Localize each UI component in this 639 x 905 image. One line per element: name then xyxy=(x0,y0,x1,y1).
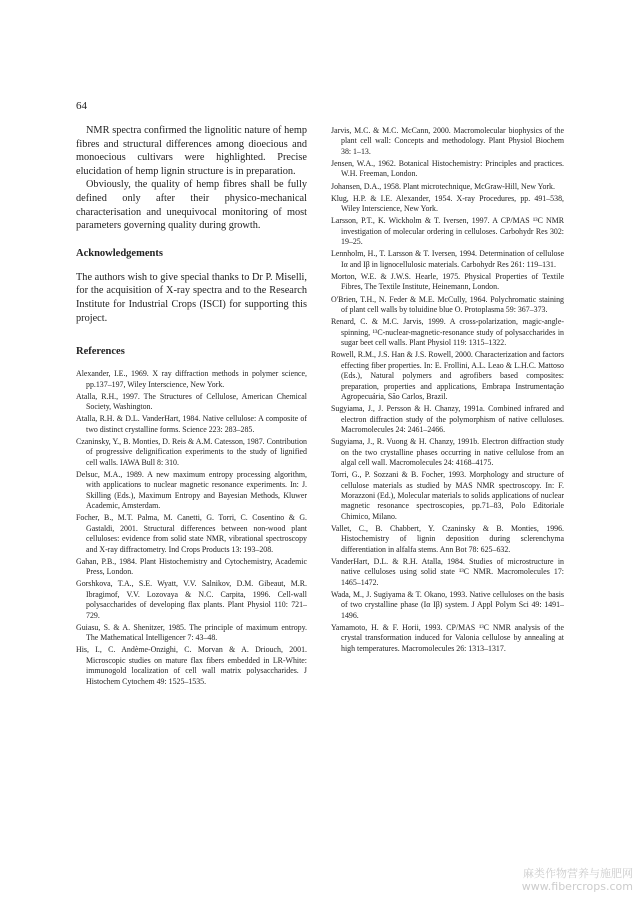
reference-item: Jarvis, M.C. & M.C. McCann, 2000. Macromolecular biophysics of the plant cell wall: Concepts and methodology. Plant Physiol Biochem 38: 1–13. xyxy=(331,126,564,156)
reference-item: Yamamoto, H. & F. Horii, 1993. CP/MAS ¹³C NMR analysis of the crystal transformation induced for Valonia cellulose by annealing at high temperatures. Macromolecules 26: 1313–1317. xyxy=(331,623,564,653)
watermark-cn: 麻类作物营养与施肥网 xyxy=(523,867,633,880)
reference-item: Lennholm, H., T. Larsson & T. Iversen, 1994. Determination of cellulose Iα and Iβ in lignocellulosic materials. Carbohydr Res 261: 119–131. xyxy=(331,249,564,269)
body-paragraph: Obviously, the quality of hemp fibres shall be fully defined only after their physico-mechanical characterisation and unequivocal monitoring of most parameters governing quality during growth. xyxy=(76,179,307,232)
reference-item: Vallet, C., B. Chabbert, Y. Czaninsky & B. Monties, 1996. Histochemistry of lignin deposition during sclerenchyma differentiation in alfalfa stems. Ann Bot 78: 625–632. xyxy=(331,523,564,554)
watermark-url: www.fibercrops.com xyxy=(521,880,633,893)
acknowledgements-text: The authors wish to give special thanks to Dr P. Miselli, for the acquisition of X-ray spectra and to the Research Institute for Industrial Crops (ISCI) for supporting this project. xyxy=(76,271,307,324)
reference-item: Torri, G., P. Sozzani & B. Focher, 1993. Morphology and structure of cellulose materials as studied by MAS NMR spectroscopy. In: F. Morazzoni (Ed.), Molecular materials to solids applications of nuclear magnetic resonance spectroscopies, pp.71–83, Polo Editoriale Chimico, Milano. xyxy=(331,470,564,521)
reference-item: Morton, W.E. & J.W.S. Hearle, 1975. Physical Properties of Textile Fibres, The Textile Institute, Heinemann, London. xyxy=(331,272,564,292)
reference-list-right xyxy=(331,126,564,654)
page-number: 64 xyxy=(76,100,87,112)
references-heading: References xyxy=(76,346,125,358)
reference-item: Focher, B., M.T. Palma, M. Canetti, G. Torri, C. Cosentino & G. Gastaldi, 2001. Structural differences between non-wood plant celluloses: evidence from solid state NMR, vibrational spectroscopy and X-ray diffractometry. Ind Crops Products 13: 193–208. xyxy=(76,513,307,554)
reference-item: Atalla, R.H. & D.L. VanderHart, 1984. Native cellulose: A composite of two distinct crystalline forms. Science 223: 283–285. xyxy=(76,414,307,434)
reference-item: Atalla, R.H., 1997. The Structures of Cellulose, American Chemical Society, Washington. xyxy=(76,391,307,412)
body-paragraph: NMR spectra confirmed the lignolitic nature of hemp fibres and structural differences among dioecious and monoecious cultivars were highlighted. Precise elucidation of hemp lignin structure is in preparation. xyxy=(76,125,307,177)
site-watermark xyxy=(522,867,633,893)
reference-item: Sugyiama, J., J. Persson & H. Chanzy, 1991a. Combined infrared and electron diffraction study of the polymorphism of native celluloses. Macromolecules 24: 2461–2466. xyxy=(331,404,564,434)
reference-item: Sugyiama, J., R. Vuong & H. Chanzy, 1991b. Electron diffraction study on the two crystalline phases occurring in native cellulose from an algal cell wall. Macromolecules 24: 4168–4175. xyxy=(331,437,564,467)
reference-item: O'Brien, T.H., N. Feder & M.E. McCully, 1964. Polychromatic staining of plant cell walls by toluidine blue O. Protoplasma 59: 367–373. xyxy=(331,294,564,315)
reference-item: Johansen, D.A., 1958. Plant microtechnique, McGraw-Hill, New York. xyxy=(331,181,555,191)
reference-item: His, I., C. Andème-Onzighi, C. Morvan & A. Driouch, 2001. Microscopic studies on mature flax fibers embedded in LR-White: immunogold localization of cell wall matrix polysaccharides. J Histochem Cytochem 49: 1525–1535. xyxy=(76,645,307,686)
reference-item: VanderHart, D.L. & R.H. Atalla, 1984. Studies of microstructure in native celluloses using solid state ¹³C NMR. Macromolecules 17: 1465–1472. xyxy=(331,557,564,587)
acknowledgements-heading: Acknowledgements xyxy=(76,247,163,259)
reference-item: Czaninsky, Y., B. Monties, D. Reis & A.M. Catesson, 1987. Contribution of progressive delignification experiments to the study of lignified cell walls. IAWA Bull 8: 310. xyxy=(76,436,307,467)
reference-list-left xyxy=(76,369,307,687)
reference-item: Larsson, P.T., K. Wickholm & T. Iversen, 1997. A CP/MAS ¹³C NMR investigation of molecular ordering in celluloses. Carbohydr Res 302: 19–25. xyxy=(331,216,564,247)
reference-item: Guiasu, S. & A. Shenitzer, 1985. The principle of maximum entropy. The Mathematical Intelligencer 7: 43–48. xyxy=(76,622,307,643)
reference-item: Wada, M., J. Sugiyama & T. Okano, 1993. Native celluloses on the basis of two crystalline phase (Iα Iβ) system. J Appl Polym Sci 49: 1491–1496. xyxy=(331,590,564,620)
reference-item: Gorshkova, T.A., S.E. Wyatt, V.V. Salnikov, D.M. Gibeaut, M.R. Ibragimof, V.V. Lozovaya & N.C. Carpita, 1996. Cell-wall polysaccharides of developing flax plants. Plant Physiol 110: 721–729. xyxy=(76,579,307,620)
reference-item: Rowell, R.M., J.S. Han & J.S. Rowell, 2000. Characterization and factors effecting fiber properties. In: E. Frollini, A.L. Leao & L.H.C. Mattoso (Eds.), Natural polymers and agrofibers based composites: preparation, properties and applications, Embrapa Instrumentação Agropecuária, São Carlos, Brazil. xyxy=(331,350,564,401)
reference-item: Gahan, P.B., 1984. Plant Histochemistry and Cytochemistry, Academic Press, London. xyxy=(76,556,307,577)
reference-item: Delsuc, M.A., 1989. A new maximum entropy processing algorithm, with applications to nuclear magnetic resonance experiments. In: J. Skilling (Eds.), Maximum Entropy and Bayesian Methods, Kluwer Academic, Amsterdam. xyxy=(76,469,307,511)
reference-item: Alexander, I.E., 1969. X ray diffraction methods in polymer science, pp.137–197, Wiley Interscience, New York. xyxy=(76,369,307,389)
left-column xyxy=(76,124,307,689)
reference-item: Renard, C. & M.C. Jarvis, 1999. A cross-polarization, magic-angle-spinning, ¹³C-nuclear-magnetic-resonance study of polysaccharides in sugar beet cell walls. Plant Physiol 119: 1315–1322. xyxy=(331,317,564,348)
right-column xyxy=(331,124,564,656)
reference-item: Jensen, W.A., 1962. Botanical Histochemistry: Principles and practices. W.H. Freeman, London. xyxy=(331,159,564,179)
reference-item: Klug, H.P. & I.E. Alexander, 1954. X-ray Procedures, pp. 491–538, Wiley Interscience, New York. xyxy=(331,193,564,214)
